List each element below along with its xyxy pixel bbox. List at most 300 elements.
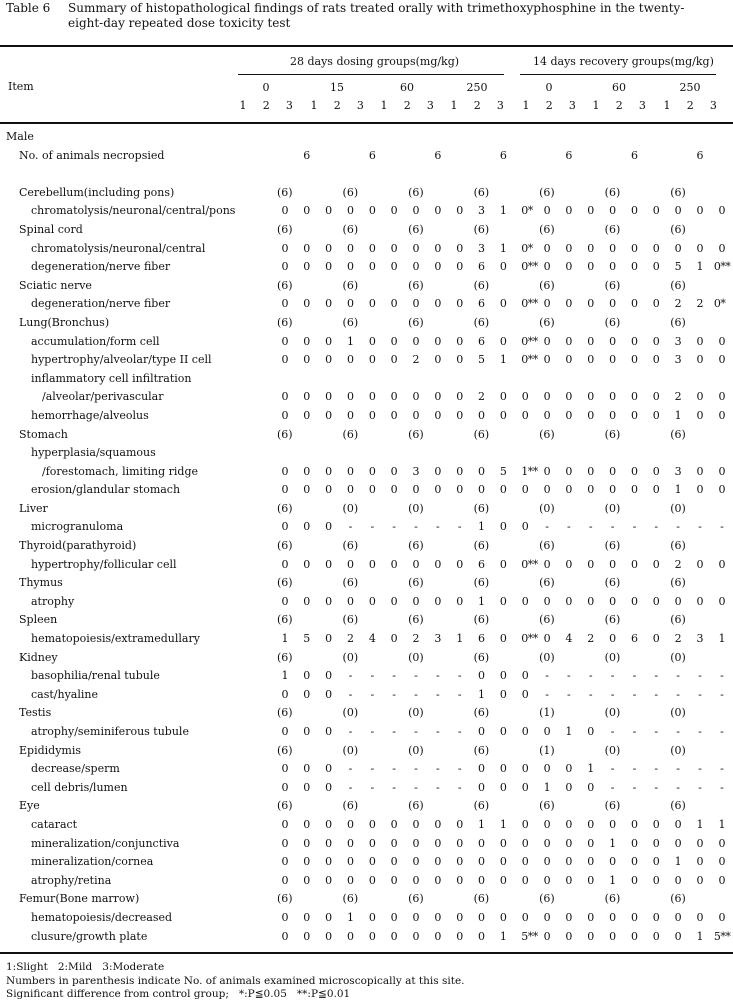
value-number: 0 [499, 297, 507, 311]
value-number: 0 [434, 817, 442, 831]
value-number: 1 [674, 483, 682, 497]
finding-value [689, 295, 711, 314]
finding-value [514, 853, 536, 872]
examined-count: (6) [277, 706, 293, 720]
finding-value [340, 240, 362, 259]
finding-value [689, 593, 711, 612]
finding-value [340, 872, 362, 891]
examined-count: (6) [539, 278, 555, 292]
finding-value [340, 909, 362, 928]
value-number: 0 [652, 817, 660, 831]
organ-row [0, 704, 733, 723]
examined-count: (6) [670, 278, 686, 292]
finding-value [602, 556, 624, 575]
finding-value [340, 779, 362, 798]
finding-value [711, 463, 733, 482]
examined-count: (6) [277, 185, 293, 199]
empty-cell [405, 147, 427, 166]
value-number: 0 [543, 817, 551, 831]
finding-value [645, 481, 667, 500]
value-number: 0 [587, 725, 595, 738]
finding-value [449, 388, 471, 407]
value-number: 0 [303, 297, 311, 311]
examined-count: (6) [604, 576, 621, 590]
examined-count: (0) [408, 743, 424, 757]
value-number: 0 [609, 353, 617, 367]
value-number: 0 [718, 204, 726, 218]
value-number: 0 [281, 929, 289, 943]
finding-value [580, 407, 602, 426]
value-number: 0 [325, 836, 333, 850]
empty-cell [580, 147, 602, 166]
value-number: 0 [478, 762, 486, 776]
value-number: 0 [346, 464, 354, 478]
value-number: 2 [346, 632, 354, 646]
value-number: 0 [390, 873, 398, 887]
value-number: 1 [478, 594, 486, 608]
value-number: 0 [412, 855, 420, 869]
value-number: 0 [652, 241, 660, 255]
value-number: - [414, 669, 418, 683]
value-number: 0 [325, 334, 333, 348]
value-number: 0 [303, 353, 311, 367]
examined-count: (6) [277, 576, 293, 590]
finding-value [602, 686, 624, 705]
value-number: 0 [346, 390, 354, 404]
finding-value [274, 295, 296, 314]
value-number: - [676, 780, 680, 794]
examined-count: (6) [277, 743, 293, 757]
finding-value [711, 630, 733, 649]
finding-value [580, 463, 602, 482]
empty-cell [449, 128, 471, 147]
finding-value [492, 258, 514, 277]
examined-count: (0) [604, 706, 621, 720]
finding-value [689, 388, 711, 407]
value-number: - [348, 520, 353, 534]
value-number: 0 [630, 483, 638, 497]
finding-value [624, 407, 646, 426]
organ-label: Sciatic nerve [19, 278, 92, 292]
empty-cell [361, 370, 383, 389]
finding-value [296, 872, 318, 891]
dose-label: 0 [262, 81, 270, 94]
organ-label: Testis [19, 706, 52, 720]
value-number: 0 [346, 483, 354, 497]
finding-value [667, 295, 689, 314]
finding-row [0, 816, 733, 835]
finding-value [580, 295, 602, 314]
value-number: 0 [368, 297, 376, 311]
value-number: 0 [390, 334, 398, 348]
finding-value [689, 630, 711, 649]
value-number: 0 [456, 910, 464, 924]
value-number: 0 [565, 780, 573, 794]
value-number: 0 [390, 390, 398, 404]
value-number: - [632, 762, 637, 776]
examined-count: (0) [342, 743, 359, 757]
finding-value [624, 202, 646, 221]
organ-row [0, 500, 733, 519]
value-number: - [348, 687, 353, 701]
finding-value [624, 240, 646, 259]
finding-label: inflammatory cell infiltration [31, 371, 192, 385]
value-number: - [370, 669, 375, 683]
value-number: 0 [674, 929, 682, 943]
finding-value [492, 333, 514, 352]
empty-cell [645, 147, 667, 166]
finding-value [580, 667, 602, 686]
finding-row [0, 518, 733, 537]
examined-count: (6) [604, 427, 621, 441]
finding-value [558, 779, 580, 798]
value-number: 0 [499, 594, 507, 608]
value-number: 0 [456, 390, 464, 404]
value-number: 0 [609, 817, 617, 831]
finding-value [296, 518, 318, 537]
finding-value [318, 333, 340, 352]
empty-cell [427, 128, 449, 147]
value-number: 0 [368, 260, 376, 274]
value-number: 1 [674, 408, 682, 422]
empty-cell [427, 165, 449, 184]
value-number: 0 [412, 260, 420, 274]
finding-value [667, 351, 689, 370]
finding-value [296, 351, 318, 370]
finding-value [340, 333, 362, 352]
value-number: 0 [587, 297, 595, 311]
value-number: 0 [325, 297, 333, 311]
finding-value [471, 351, 493, 370]
finding-value [580, 333, 602, 352]
finding-value [449, 518, 471, 537]
finding-value [580, 556, 602, 575]
empty-cell [711, 444, 733, 463]
finding-value [624, 723, 646, 742]
value-number: 0 [499, 780, 507, 794]
value-number: 0 [303, 241, 311, 255]
examined-count: (6) [342, 427, 359, 441]
value-number: 1 [674, 855, 682, 869]
finding-value [645, 853, 667, 872]
finding-value [274, 779, 296, 798]
value-number: 1 [346, 334, 354, 348]
value-number: 0 [390, 929, 398, 943]
finding-value [449, 853, 471, 872]
finding-value [492, 630, 514, 649]
finding-value [689, 481, 711, 500]
finding-value [580, 240, 602, 259]
value-number: 0 [303, 483, 311, 497]
value-number: 0 [630, 817, 638, 831]
finding-value-significant: 0** [521, 297, 538, 311]
organ-row [0, 649, 733, 668]
empty-cell [624, 165, 646, 184]
finding-value [296, 667, 318, 686]
finding-value [405, 816, 427, 835]
value-number: 0 [390, 260, 398, 274]
empty-cell [558, 444, 580, 463]
finding-value [536, 760, 558, 779]
organ-label: Femur(Bone marrow) [19, 892, 140, 906]
value-number: 0 [346, 297, 354, 311]
value-number: 0 [499, 483, 507, 497]
finding-value [471, 779, 493, 798]
value-number: 5 [674, 260, 682, 274]
value-number: 0 [718, 910, 726, 924]
necropsied-count: 6 [565, 148, 573, 162]
value-number: 0 [630, 390, 638, 404]
empty-cell [471, 165, 493, 184]
value-number: 0 [565, 817, 573, 831]
finding-value [427, 853, 449, 872]
finding-value [361, 333, 383, 352]
finding-value [558, 630, 580, 649]
empty-cell [361, 444, 383, 463]
value-number: - [414, 725, 418, 738]
finding-value [711, 723, 733, 742]
value-number: 1 [543, 780, 551, 794]
finding-value [492, 518, 514, 537]
finding-value [405, 779, 427, 798]
value-number: 0 [325, 817, 333, 831]
finding-value [536, 872, 558, 891]
examined-count: (0) [604, 650, 621, 664]
grade-label: 1 [380, 99, 388, 112]
finding-value [361, 667, 383, 686]
value-number: 0 [434, 594, 442, 608]
examined-count: (6) [539, 222, 555, 236]
organ-label: Thymus [19, 576, 63, 590]
value-number: - [588, 669, 593, 683]
value-number: 0 [390, 241, 398, 255]
finding-value [449, 779, 471, 798]
finding-value [711, 779, 733, 798]
finding-value [405, 240, 427, 259]
value-number: 0 [652, 204, 660, 218]
finding-value [427, 463, 449, 482]
examined-count: (6) [670, 613, 686, 627]
value-number: 0 [368, 390, 376, 404]
finding-value [405, 630, 427, 649]
organ-label: Spleen [19, 613, 58, 627]
finding-value [492, 835, 514, 854]
finding-value [645, 723, 667, 742]
finding-value [514, 686, 536, 705]
finding-value [274, 202, 296, 221]
value-number: 0 [587, 873, 595, 887]
examined-count: (6) [473, 185, 490, 199]
finding-value [667, 481, 689, 500]
value-number: 0 [652, 836, 660, 850]
examined-count: (6) [670, 315, 686, 329]
value-number: 0 [368, 204, 376, 218]
finding-value [427, 333, 449, 352]
finding-value [536, 295, 558, 314]
value-number: - [435, 687, 440, 701]
value-number: 0 [346, 204, 354, 218]
finding-value [361, 928, 383, 947]
value-number: - [370, 725, 375, 738]
finding-value [558, 202, 580, 221]
value-number: 0 [696, 483, 704, 497]
finding-value [689, 240, 711, 259]
table-title: Summary of histopathological findings of rats treated orally with trimethoxyphosphine in the twenty-eight-day repeated dose toxicity test [68, 1, 685, 30]
grade-label: 1 [450, 99, 458, 112]
finding-value [580, 853, 602, 872]
finding-value [449, 909, 471, 928]
finding-value [340, 407, 362, 426]
finding-value [405, 928, 427, 947]
examined-count: (6) [473, 706, 490, 720]
value-number: 0 [303, 669, 311, 683]
value-number: 0 [434, 855, 442, 869]
finding-value [361, 556, 383, 575]
finding-value [274, 928, 296, 947]
value-number: 0 [543, 762, 551, 776]
grade-label: 3 [496, 99, 504, 112]
examined-count: (6) [473, 315, 490, 329]
value-number: 0 [630, 260, 638, 274]
examined-count: (0) [408, 650, 424, 664]
value-number: 0 [609, 390, 617, 404]
finding-value-significant: 5** [521, 929, 538, 943]
examined-count: (6) [408, 315, 424, 329]
examined-count: (6) [539, 185, 555, 199]
value-number: - [392, 762, 397, 776]
finding-value [689, 853, 711, 872]
finding-value [558, 667, 580, 686]
finding-value [296, 556, 318, 575]
value-number: 0 [325, 929, 333, 943]
finding-value [449, 760, 471, 779]
value-number: 0 [587, 390, 595, 404]
value-number: 0 [587, 483, 595, 497]
value-number: - [392, 725, 397, 738]
value-number: 0 [325, 408, 333, 422]
value-number: 0 [587, 910, 595, 924]
value-number: 0 [696, 464, 704, 478]
finding-value [471, 518, 493, 537]
finding-value [492, 779, 514, 798]
finding-value [624, 518, 646, 537]
finding-value [449, 240, 471, 259]
value-number: 0 [652, 464, 660, 478]
value-number: 0 [587, 557, 595, 571]
finding-value [514, 872, 536, 891]
value-number: 0 [281, 483, 289, 497]
finding-value [449, 872, 471, 891]
empty-cell [689, 165, 711, 184]
value-number: 0 [674, 817, 682, 831]
empty-cell [492, 165, 514, 184]
finding-value [689, 258, 711, 277]
empty-cell [449, 165, 471, 184]
value-number: - [610, 669, 615, 683]
finding-value [624, 295, 646, 314]
value-number: 0 [543, 390, 551, 404]
finding-value [318, 816, 340, 835]
organ-row [0, 574, 733, 593]
empty-cell [536, 165, 558, 184]
finding-label-row [0, 444, 733, 463]
finding-row [0, 240, 733, 259]
empty-cell [383, 165, 405, 184]
finding-value [427, 760, 449, 779]
empty-cell [536, 147, 558, 166]
finding-value [318, 593, 340, 612]
value-number: 2 [412, 632, 420, 646]
finding-value [274, 258, 296, 277]
grade-label: 3 [426, 99, 434, 112]
value-number: 0 [412, 297, 420, 311]
finding-value [667, 202, 689, 221]
value-number: - [698, 669, 702, 683]
finding-value [449, 723, 471, 742]
finding-value [689, 518, 711, 537]
finding-value [580, 630, 602, 649]
finding-row [0, 667, 733, 686]
value-number: 0 [565, 260, 573, 274]
value-number: - [348, 725, 353, 738]
grade-label: 1 [592, 99, 600, 112]
finding-value [449, 593, 471, 612]
examined-count: (6) [408, 892, 424, 906]
finding-value [711, 407, 733, 426]
value-number: 0 [281, 836, 289, 850]
finding-value [427, 779, 449, 798]
finding-value [405, 351, 427, 370]
finding-value [711, 240, 733, 259]
finding-value [340, 463, 362, 482]
finding-value [514, 463, 536, 482]
grade-label: 2 [333, 99, 341, 112]
finding-value [318, 481, 340, 500]
finding-value [274, 556, 296, 575]
grade-label: 2 [473, 99, 481, 112]
value-number: - [720, 669, 724, 683]
finding-value [383, 240, 405, 259]
finding-value [624, 258, 646, 277]
finding-value [624, 779, 646, 798]
finding-value [667, 593, 689, 612]
finding-value [624, 909, 646, 928]
finding-value [667, 240, 689, 259]
value-number: 0 [325, 910, 333, 924]
empty-cell [296, 128, 318, 147]
finding-row [0, 909, 733, 928]
organ-label: Spinal cord [19, 222, 83, 236]
finding-value [405, 593, 427, 612]
value-number: 1 [456, 632, 464, 646]
value-number: - [610, 520, 615, 534]
finding-value [383, 295, 405, 314]
value-number: 0 [609, 408, 617, 422]
finding-value [471, 816, 493, 835]
finding-value [602, 388, 624, 407]
finding-label: atrophy [31, 594, 75, 608]
empty-cell [689, 370, 711, 389]
grade-label: 1 [310, 99, 318, 112]
finding-value [514, 407, 536, 426]
value-number: 2 [674, 557, 682, 571]
finding-value [340, 723, 362, 742]
dose-label: 250 [466, 81, 488, 94]
value-number: 0 [587, 241, 595, 255]
finding-value [536, 388, 558, 407]
value-number: 0 [521, 408, 529, 422]
examined-count: (6) [539, 539, 555, 553]
